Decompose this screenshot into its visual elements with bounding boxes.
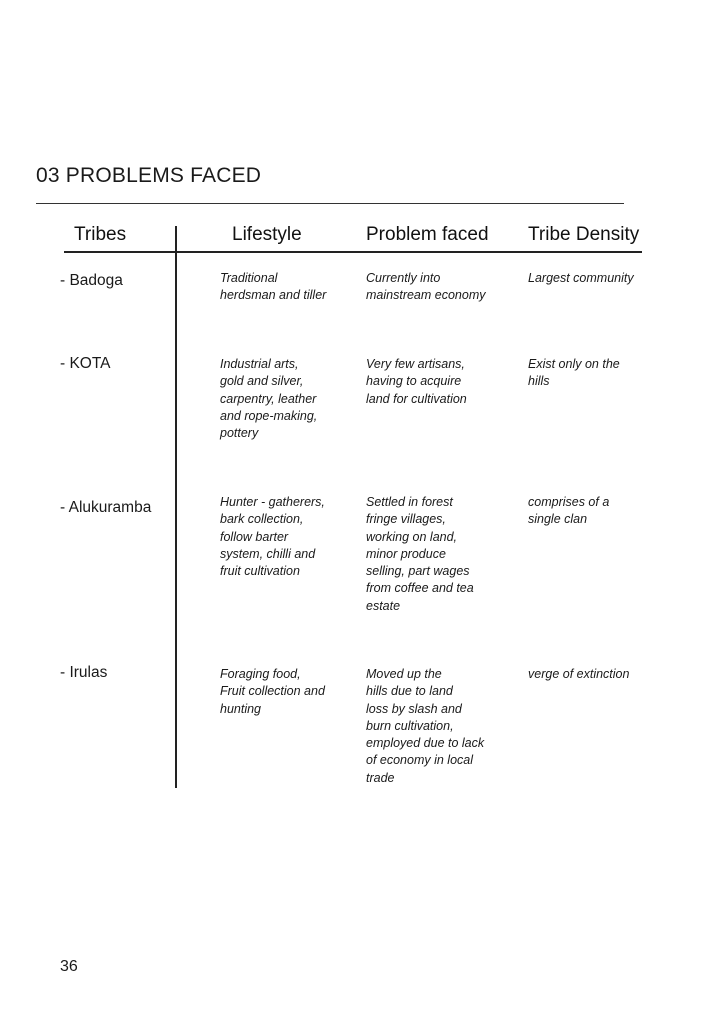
problem-cell: Settled in forest fringe villages, working on land, minor produce selling, part wages from coffee and tea estate [366,495,474,613]
header-divider [64,251,642,253]
tribe-name-kota: - KOTA [60,355,111,372]
density-cell: comprises of a single clan [528,495,610,527]
lifestyle-cell: Hunter - gatherers, bark collection, follow barter system, chilli and fruit cultivation [220,495,325,579]
column-divider [175,226,177,788]
column-header-tribes: Tribes [74,224,127,245]
section-title: 03 PROBLEMS FACED [36,164,262,187]
title-divider [36,203,624,204]
lifestyle-cell: Traditional herdsman and tiller [220,271,327,303]
page-number: 36 [60,958,78,975]
density-cell: Exist only on the hills [528,357,620,389]
column-header-problem: Problem faced [366,224,489,245]
lifestyle-cell: Industrial arts, gold and silver, carpentry, leather and rope-making, pottery [220,357,318,441]
tribe-name-irulas: - Irulas [60,664,108,681]
problem-cell: Currently into mainstream economy [366,271,486,303]
problem-cell: Moved up the hills due to land loss by slash and burn cultivation, employed due to lack of economy in local trade [366,667,485,785]
lifestyle-cell: Foraging food, Fruit collection and hunting [220,667,325,716]
density-cell: verge of extinction [528,667,630,681]
problem-cell: Very few artisans, having to acquire land for cultivation [366,357,467,406]
density-cell: Largest community [528,271,634,285]
tribe-name-alukuramba: - Alukuramba [60,499,152,516]
column-header-lifestyle: Lifestyle [232,224,302,245]
tribe-name-badoga: - Badoga [60,272,123,289]
column-header-density: Tribe Density [528,224,640,245]
